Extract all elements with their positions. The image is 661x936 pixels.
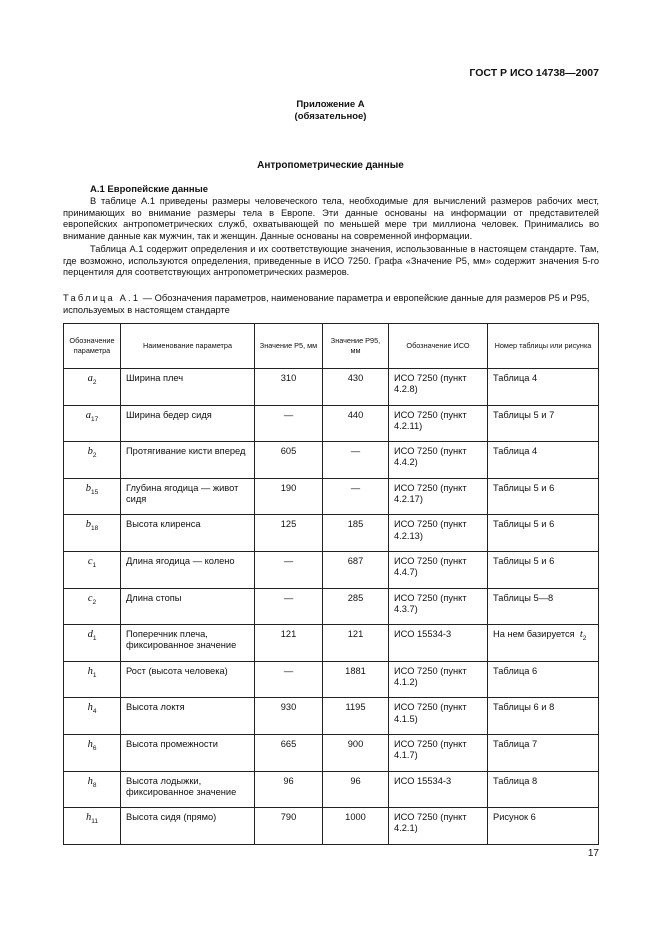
parameter-name: Высота локтя [121,698,255,735]
reference-cell [488,698,599,735]
reference-cell [488,625,599,662]
iso-designation: ИСО 7250 (пункт 4.2.1) [389,808,488,845]
parameter-symbol [64,698,121,735]
table-row [64,808,599,845]
header-reference: Номер таблицы или рисунка [488,324,599,369]
value-p95: 687 [323,551,389,588]
table-row [64,478,599,515]
symbol-letter: b [85,482,91,494]
iso-designation: ИСО 7250 (пункт 4.1.2) [389,661,488,698]
table-row [64,551,599,588]
iso-designation: ИСО 7250 (пункт 4.3.7) [389,588,488,625]
header-p95: Значение Р95, мм [323,324,389,369]
appendix-subtitle: (обязательное) [294,111,367,122]
reference-text: Таблица 4 [493,446,538,457]
parameter-name: Высота лодыжки, фиксированное значение [121,771,255,808]
value-p95: 121 [323,625,389,662]
header-symbol: Обозначение параметра [64,324,121,369]
iso-designation: ИСО 7250 (пункт 4.2.11) [389,405,488,442]
value-p95: — [323,478,389,515]
value-p5: — [255,661,323,698]
value-p95: 185 [323,515,389,552]
appendix-heading [0,99,661,123]
parameter-name: Протягивание кисти вперед [121,442,255,479]
symbol-letter: h [87,665,93,677]
parameter-name: Рост (высота человека) [121,661,255,698]
parameter-name: Длина ягодица — колено [121,551,255,588]
parameter-symbol [64,808,121,845]
table-header-row [64,324,599,369]
parameter-name: Высота промежности [121,734,255,771]
subsection-title: А.1 Европейские данные [90,184,209,195]
value-p5: 96 [255,771,323,808]
reference-cell [488,588,599,625]
reference-cell [488,478,599,515]
parameter-symbol [64,369,121,406]
symbol-letter: a [87,373,93,384]
reference-text: Таблица 4 [493,373,538,383]
reference-text: Таблицы 5—8 [493,592,554,603]
symbol-subscript: 17 [91,415,99,423]
section-title: Антропометрические данные [257,160,404,171]
symbol-subscript: 2 [92,452,97,460]
value-p5: 605 [255,442,323,479]
reference-text: Таблицы 5 и 7 [493,409,555,420]
value-p95: 430 [323,369,389,406]
reference-text: Таблицы 5 и 6 [493,519,555,530]
symbol-subscript: 1 [92,671,97,679]
reference-cell [488,734,599,771]
symbol-subscript: 11 [91,818,98,826]
reference-cell [488,515,599,552]
iso-designation: ИСО 7250 (пункт 4.2.17) [389,478,488,515]
reference-text: Таблицы 5 и 6 [493,482,555,493]
table-caption-text: — Обозначения параметров, наименование параметра и европейские данные для размеров Р5 и Р95, используемых в настоящем стандарте [63,293,590,315]
iso-designation: ИСО 7250 (пункт 4.2.8) [389,369,488,406]
symbol-letter: c [87,592,93,604]
reference-text: Таблица 8 [493,775,538,786]
table-row [64,661,599,698]
value-p95: 1881 [323,661,389,698]
reference-text: Таблица 6 [493,665,538,676]
parameter-name: Длина стопы [121,588,255,625]
table-caption [63,293,601,316]
reference-cell [488,771,599,808]
value-p95: 900 [323,734,389,771]
parameter-symbol [64,771,121,808]
symbol-letter: c [87,555,93,567]
page-number: 17 [587,848,599,859]
table-row [64,734,599,771]
parameter-name: Поперечник плеча, фиксированное значение [121,625,255,662]
parameter-symbol [64,515,121,552]
iso-designation: ИСО 7250 (пункт 4.1.7) [389,734,488,771]
value-p95: 285 [323,588,389,625]
reference-cell [488,808,599,845]
header-iso: Обозначение ИСО [389,324,488,369]
table-row [64,771,599,808]
reference-cell [488,551,599,588]
iso-designation: ИСО 7250 (пункт 4.4.2) [389,442,488,479]
parameter-symbol [64,551,121,588]
symbol-letter: b [85,519,91,531]
reference-text: На нем базируется [493,629,575,640]
value-p95: 96 [323,771,389,808]
value-p5: 190 [255,478,323,515]
parameter-symbol [64,442,121,479]
value-p5: 121 [255,625,323,662]
reference-cell [488,442,599,479]
iso-designation: ИСО 7250 (пункт 4.4.7) [389,551,488,588]
parameter-name: Высота клиренса [121,515,255,552]
value-p95: 440 [323,405,389,442]
paragraph-table-description: Таблица А.1 содержит определения и их соответствующие значения, использованные в настоящем стандарте. Там, где возможно, используются определения, приведенные в ИСО 7250. Графа «Значение Р5, мм» содержит значения 5-го перцентиля для соответствующих антропометрических размеров. [63,244,599,278]
parameter-symbol [64,588,121,625]
parameter-name: Ширина бедер сидя [121,405,255,442]
reference-symbol: t [579,629,583,641]
parameter-name: Глубина ягодица — живот сидя [121,478,255,515]
parameter-symbol [64,478,121,515]
reference-text: Таблицы 6 и 8 [493,702,555,713]
value-p5: 930 [255,698,323,735]
table-row [64,405,599,442]
value-p5: 310 [255,369,323,406]
symbol-subscript: 2 [92,598,97,606]
reference-text: Рисунок 6 [493,812,536,823]
symbol-subscript: 1 [92,562,97,570]
iso-designation: ИСО 15534-3 [389,771,488,808]
symbol-subscript: 15 [91,488,99,496]
parameter-symbol [64,625,121,662]
symbol-subscript: 6 [92,745,97,753]
anthropometric-table [63,323,599,845]
value-p5: — [255,588,323,625]
table-row [64,588,599,625]
parameter-symbol [64,405,121,442]
table-row [64,442,599,479]
symbol-subscript: 2 [92,379,97,387]
symbol-letter: a [85,409,91,421]
symbol-subscript: 8 [92,781,97,789]
iso-designation: ИСО 7250 (пункт 4.2.13) [389,515,488,552]
symbol-subscript: 18 [91,525,99,533]
parameter-symbol [64,734,121,771]
value-p95: 1195 [323,698,389,735]
appendix-title: Приложение А [296,99,365,110]
value-p5: — [255,551,323,588]
symbol-subscript: 1 [92,635,97,643]
table-body [64,369,599,845]
symbol-letter: d [87,629,93,641]
value-p95: 1000 [323,808,389,845]
table-row [64,625,599,662]
document-header: ГОСТ Р ИСО 14738—2007 [469,67,599,79]
reference-cell [488,661,599,698]
symbol-letter: h [86,812,92,824]
symbol-letter: h [87,775,93,787]
iso-designation: ИСО 15534-3 [389,625,488,662]
symbol-letter: b [87,446,93,458]
reference-cell [488,369,599,406]
parameter-symbol [64,661,121,698]
paragraph-intro: В таблице А.1 приведены размеры человеческого тела, необходимые для вычислений размеров рабочих мест, принимающих во внимание размеры тела в Европе. Эти данные основаны на информации от представителей европейских антропометрических служб, охватывающей по меньшей мере три миллиона человек. Принимались во внимание данные как мужчин, так и женщин. Данные основаны на современной информации. [63,196,599,242]
value-p95: — [323,442,389,479]
reference-cell [488,405,599,442]
table-caption-label: Таблица А.1 [63,293,141,303]
header-p5: Значение Р5, мм [255,324,323,369]
value-p5: 125 [255,515,323,552]
header-name: Наименование параметра [121,324,255,369]
reference-text: Таблицы 5 и 6 [493,555,555,566]
value-p5: 665 [255,734,323,771]
parameter-name: Высота сидя (прямо) [121,808,255,845]
table-row [64,369,599,406]
symbol-subscript: 4 [92,708,97,716]
symbol-letter: h [87,702,93,714]
reference-text: Таблица 7 [493,738,538,749]
table-row [64,515,599,552]
reference-symbol-subscript: 2 [582,635,587,643]
value-p5: — [255,405,323,442]
parameter-name: Ширина плеч [121,369,255,406]
symbol-letter: h [87,738,93,750]
value-p5: 790 [255,808,323,845]
table-row [64,698,599,735]
iso-designation: ИСО 7250 (пункт 4.1.5) [389,698,488,735]
